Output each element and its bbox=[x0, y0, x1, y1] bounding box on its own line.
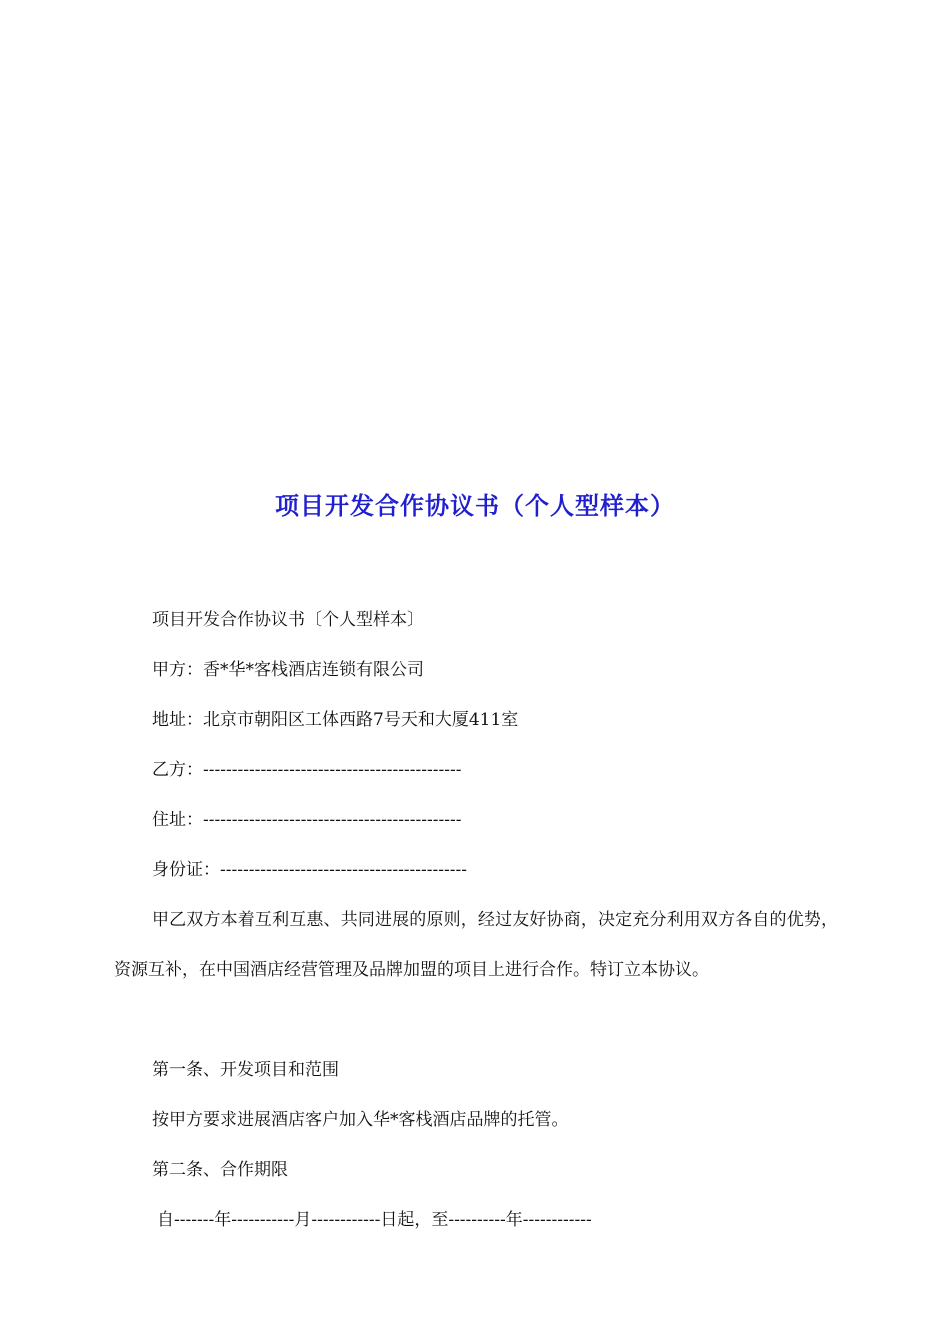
id-card-line: 身份证：------------------------------------------- bbox=[152, 860, 467, 880]
intro-paragraph: 甲乙双方本着互利互惠、共同进展的原则，经过友好协商，决定充分利用双方各自的优势，资源互补，在中国酒店经营管理及品牌加盟的项目上进行合作。特订立本协议。 bbox=[114, 910, 838, 980]
article2-heading: 第二条、合作期限 bbox=[152, 1160, 288, 1180]
party-b-line: 乙方：--------------------------------------------- bbox=[152, 760, 462, 780]
article1-heading: 第一条、开发项目和范围 bbox=[152, 1060, 339, 1080]
residence-line: 住址：--------------------------------------------- bbox=[152, 810, 462, 830]
party-a-line: 甲方：香*华*客栈酒店连锁有限公司 bbox=[152, 660, 424, 680]
document-title: 项目开发合作协议书（个人型样本） bbox=[275, 491, 675, 520]
subtitle-line: 项目开发合作协议书〔个人型样本〕 bbox=[152, 610, 424, 630]
article1-body: 按甲方要求进展酒店客户加入华*客栈酒店品牌的托管。 bbox=[152, 1110, 569, 1130]
address-line: 地址：北京市朝阳区工体西路7号天和大厦411室 bbox=[152, 710, 519, 730]
article2-body: 自-------年-----------月------------日起，至----------年------------ bbox=[157, 1210, 592, 1230]
